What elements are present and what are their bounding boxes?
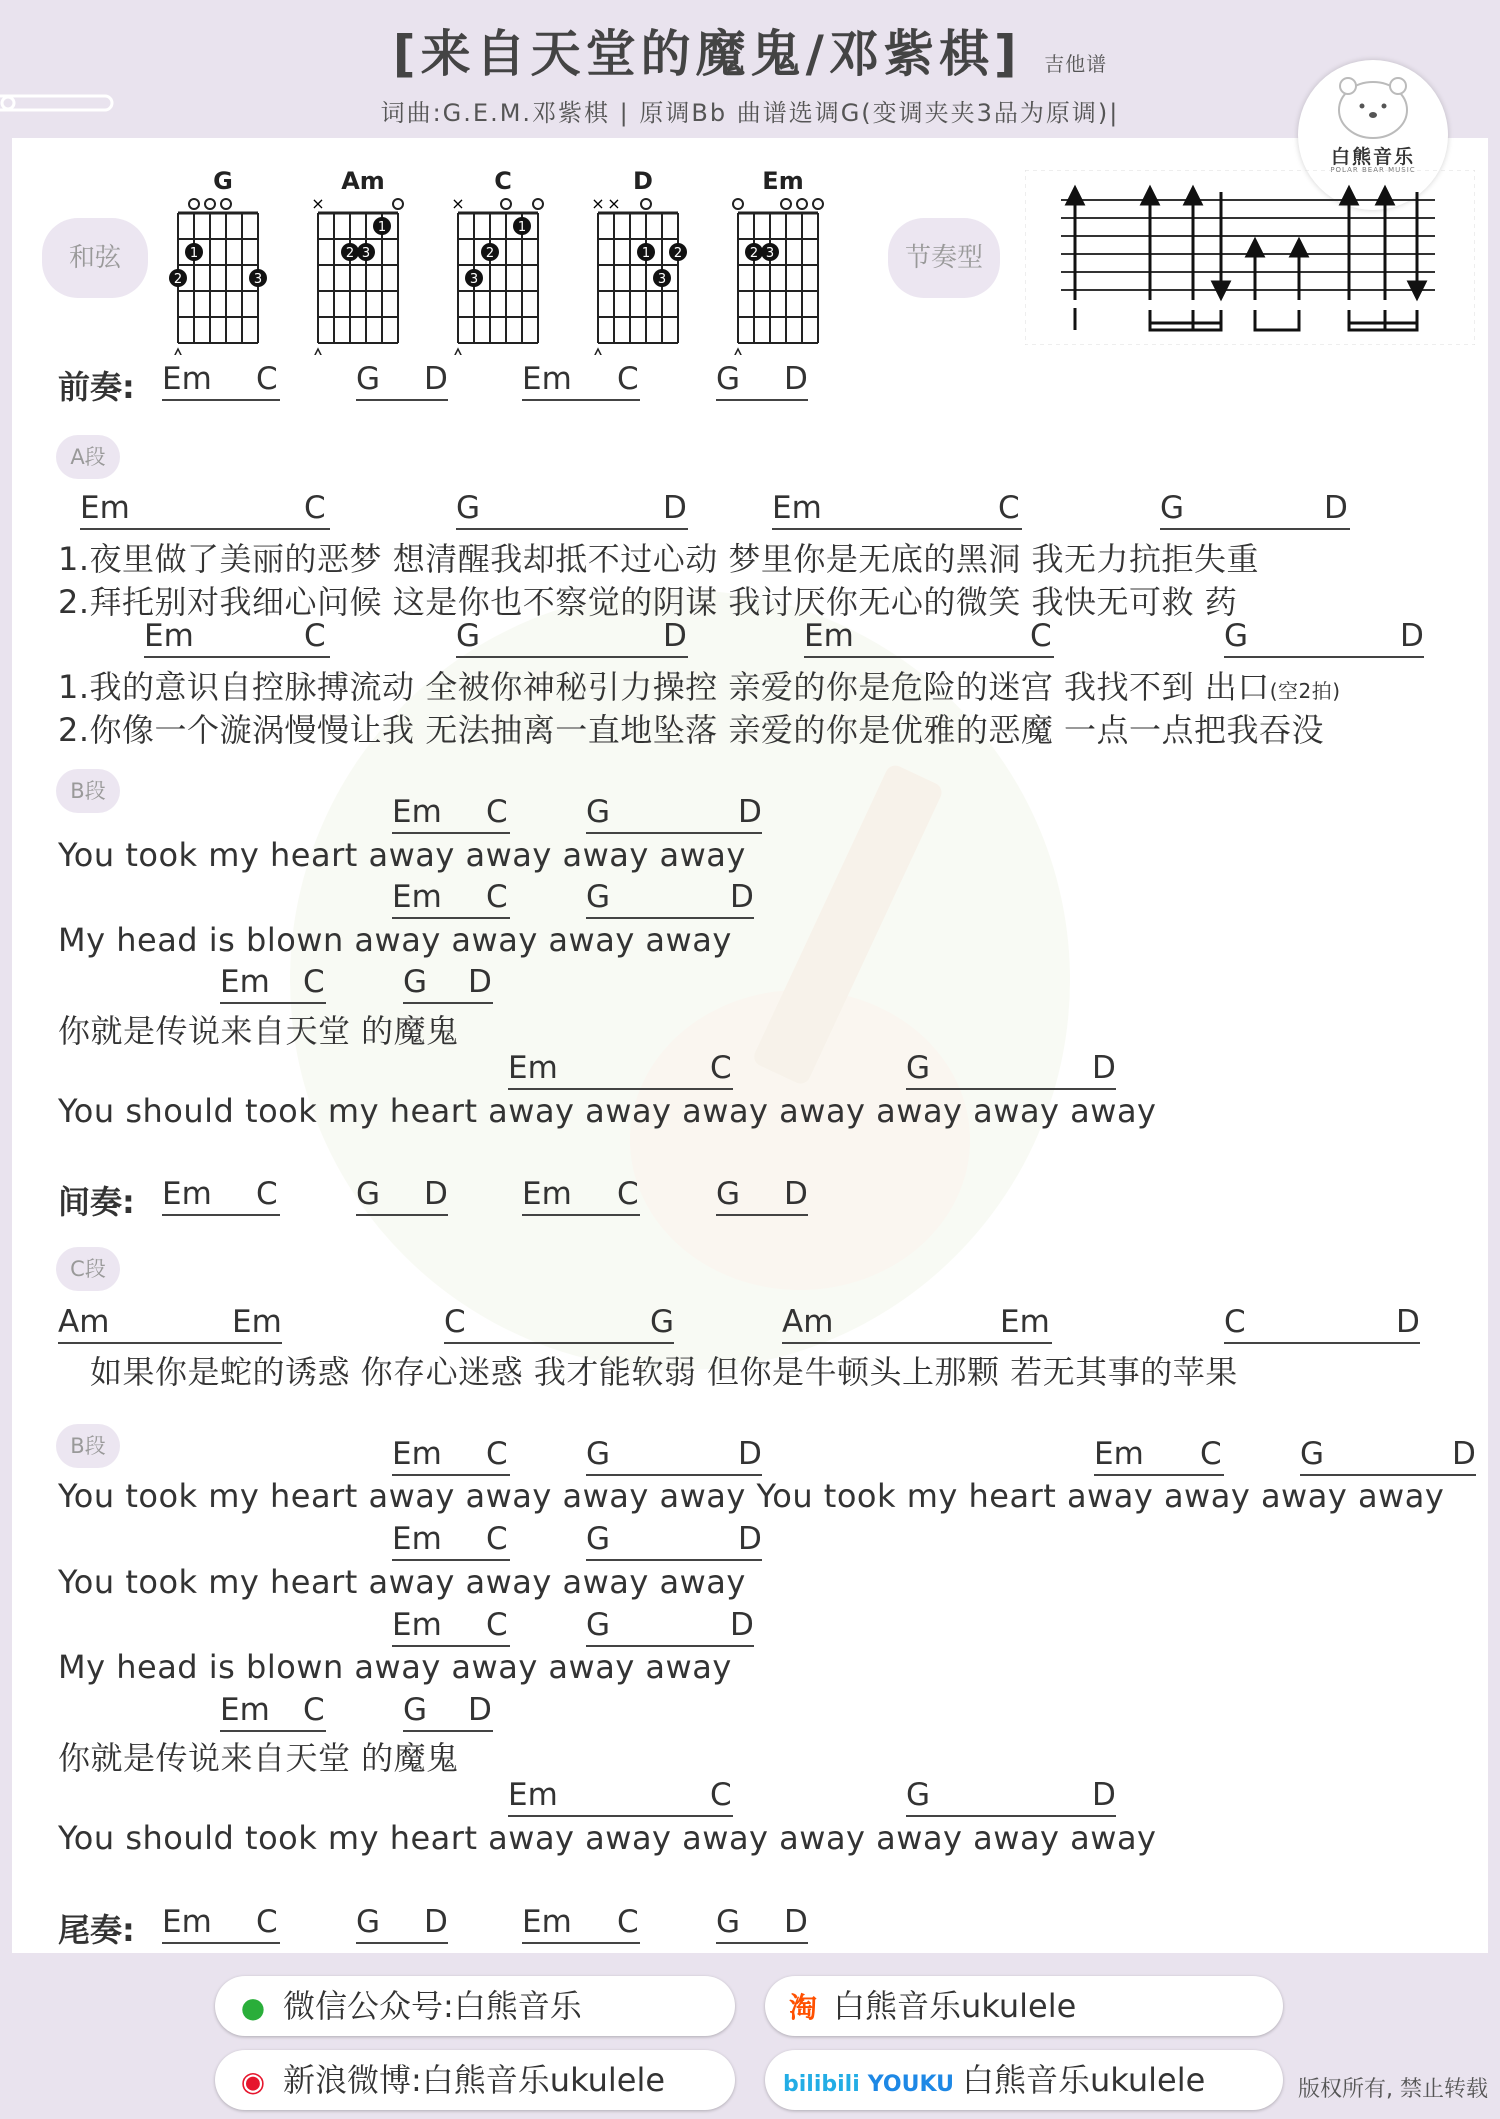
chord-symbol: C [256, 361, 278, 397]
chord-symbol: C [486, 879, 508, 915]
youku-icon: YOUKU [867, 2072, 954, 2097]
chord-diagram [451, 167, 543, 355]
chord-symbol: D [1396, 1304, 1420, 1340]
svg-text:×: × [311, 194, 325, 213]
chord-symbol: D [1400, 618, 1424, 654]
intro-label: 前奏: [58, 368, 135, 406]
chords-label: 和弦 [42, 218, 148, 298]
chord-diagram [733, 167, 823, 355]
lyric-line: You should took my heart away away away away away away away [58, 1092, 1157, 1130]
chord-symbol: G [586, 794, 762, 834]
song-credits: 词曲:G.E.M.邓紫棋 | 原调Bb 曲谱选调G(变调夹夹3品为原调)| [380, 99, 1120, 127]
chord-symbol: Em [162, 1176, 280, 1216]
chord-symbol: D [1092, 1050, 1116, 1086]
chord-symbol: C [486, 794, 508, 830]
chord-symbol: G [586, 1436, 762, 1476]
chord-symbol: G [906, 1050, 1116, 1090]
svg-text:2: 2 [485, 246, 495, 261]
chord-symbol: D [424, 1176, 448, 1212]
chord-symbol: G [356, 1176, 448, 1216]
svg-text:1: 1 [517, 220, 527, 235]
interlude-label: 间奏: [58, 1183, 135, 1221]
chord-symbol: Em [522, 1904, 640, 1944]
svg-text:×: × [607, 194, 621, 213]
chord-symbol: G [716, 361, 808, 401]
svg-text:3: 3 [765, 246, 775, 261]
wechat-icon: ● [240, 1991, 266, 2024]
chord-symbol: G [456, 490, 688, 530]
svg-text:×: × [451, 194, 465, 213]
brand-name: 白熊音乐 [1330, 146, 1415, 168]
chord-name: G [213, 167, 233, 195]
chord-symbol: Em [162, 1904, 280, 1944]
svg-text:2: 2 [749, 246, 759, 261]
taobao-icon: 淘 [788, 1991, 817, 2024]
chord-symbol: D [738, 1436, 762, 1472]
lyric-line: You took my heart away away away away You took my heart away away away away [58, 1477, 1445, 1515]
chord-symbol: C [998, 490, 1020, 526]
chord-diagrams [160, 165, 880, 355]
chord-symbol: D [730, 879, 754, 915]
svg-text:3: 3 [361, 246, 371, 261]
page-title: [来自天堂的魔鬼/邓紫棋] 吉他谱 [392, 25, 1108, 83]
lyric-line: 2.你像一个漩涡慢慢让我 无法抽离一直地坠落 亲爱的你是优雅的恶魔 一点一点把我吞没 [58, 711, 1325, 749]
chord-symbol: C [486, 1521, 508, 1557]
chord-symbol: C [1224, 1304, 1420, 1344]
chord-symbol: Em [392, 1607, 510, 1647]
chord-symbol: G [716, 1904, 808, 1944]
chord-symbol: G [586, 879, 754, 919]
chord-symbol: C [617, 1904, 639, 1940]
lyric-line: My head is blown away away away away [58, 921, 732, 959]
weibo-link[interactable]: ◉ 新浪微博:白熊音乐ukulele [215, 2050, 735, 2110]
chord-symbol: G [356, 1904, 448, 1944]
svg-text:1: 1 [377, 220, 387, 235]
chord-symbol: Em [804, 618, 1054, 658]
chord-symbol: C [486, 1436, 508, 1472]
chord-symbol: Em [220, 964, 326, 1004]
svg-text:3: 3 [253, 272, 263, 287]
rest-note: (空2拍) [1269, 679, 1341, 703]
chord-symbol: C [1030, 618, 1052, 654]
svg-text:2: 2 [173, 272, 183, 287]
chord-symbol: Em [1000, 1304, 1050, 1340]
chord-symbol: G [906, 1777, 1116, 1817]
taobao-link[interactable]: 淘 白熊音乐ukulele [765, 1976, 1283, 2036]
chord-symbol: C [710, 1050, 732, 1086]
chord-name: C [494, 167, 512, 195]
chord-diagram [169, 167, 267, 355]
chord-symbol: C [304, 618, 326, 654]
section-badge-b2: B段 [56, 1424, 120, 1468]
chord-symbol: D [468, 964, 492, 1000]
brand-subtitle: POLAR BEAR MUSIC [1330, 166, 1416, 174]
chord-symbol: G [1224, 618, 1424, 658]
chord-symbol: Am [58, 1304, 282, 1344]
section-badge-c: C段 [56, 1247, 120, 1291]
chord-symbol: D [784, 361, 808, 397]
chord-symbol: D [424, 361, 448, 397]
svg-text:2: 2 [673, 246, 683, 261]
chord-symbol: C [710, 1777, 732, 1813]
svg-text:3: 3 [469, 272, 479, 287]
section-badge-a: A段 [56, 435, 120, 479]
lyric-line: 你就是传说来自天堂 的魔鬼 [58, 1012, 459, 1050]
chord-symbol: D [1452, 1436, 1476, 1472]
chord-symbol: G [586, 1521, 762, 1561]
chord-symbol: G [716, 1176, 808, 1216]
copyright-notice: 版权所有, 禁止转载 [1298, 2077, 1488, 2102]
title-tag: 吉他谱 [1044, 52, 1108, 76]
weibo-icon: ◉ [240, 2065, 266, 2098]
chord-symbol: D [730, 1607, 754, 1643]
lyric-line: 如果你是蛇的诱惑 你存心迷惑 我才能软弱 但你是牛顿头上那颗 若无其事的苹果 [90, 1353, 1238, 1391]
video-link[interactable]: bilibili YOUKU 白熊音乐ukulele [765, 2050, 1283, 2110]
lyric-line: You took my heart away away away away [58, 1563, 746, 1601]
svg-text:1: 1 [189, 246, 199, 261]
chord-symbol: D [468, 1692, 492, 1728]
chord-symbol: Em [508, 1777, 733, 1817]
chord-symbol: G [403, 1692, 493, 1732]
chord-symbol: C [303, 1692, 325, 1728]
chord-diagram [591, 167, 687, 355]
bilibili-icon: bilibili [783, 2072, 860, 2097]
polar-bear-icon [1298, 60, 1448, 140]
chord-symbol: Em [392, 794, 510, 834]
chord-symbol: D [663, 490, 687, 526]
chord-symbol: Em [80, 490, 330, 530]
chord-symbol: C [256, 1176, 278, 1212]
chord-symbol: G [403, 964, 493, 1004]
lyric-line: 2.拜托别对我细心问候 这是你也不察觉的阴谋 我讨厌你无心的微笑 我快无可救 药 [58, 583, 1238, 621]
chord-symbol: G [356, 361, 448, 401]
chord-symbol: C [617, 361, 639, 397]
chord-symbol: D [663, 618, 687, 654]
chord-symbol: Em [522, 1176, 640, 1216]
lyric-line: My head is blown away away away away [58, 1648, 732, 1686]
chord-symbol: Em [1094, 1436, 1224, 1476]
chord-symbol: Em [162, 361, 280, 401]
outro-label: 尾奏: [58, 1911, 135, 1949]
chord-symbol: D [1092, 1777, 1116, 1813]
section-badge-b: B段 [56, 769, 120, 813]
chord-symbol: Em [220, 1692, 326, 1732]
chord-symbol: Em [392, 879, 510, 919]
chord-symbol: C [617, 1176, 639, 1212]
chord-symbol: C [256, 1904, 278, 1940]
chord-symbol: Em [772, 490, 1022, 530]
chord-symbol: C [1200, 1436, 1222, 1472]
chord-name: Em [762, 167, 804, 195]
chord-symbol: C [304, 490, 326, 526]
svg-text:2: 2 [345, 246, 355, 261]
rhythm-label: 节奏型 [888, 218, 1000, 298]
chord-symbol: Em [144, 618, 330, 658]
chord-diagram [311, 167, 403, 355]
lyric-line: 1.夜里做了美丽的恶梦 想清醒我却抵不过心动 梦里你是无底的黑洞 我无力抗拒失重 [58, 540, 1260, 578]
chord-symbol: G [1160, 490, 1350, 530]
wechat-link[interactable]: ● 微信公众号:白熊音乐 [215, 1976, 735, 2036]
lyric-line: 1.我的意识自控脉搏流动 全被你神秘引力操控 亲爱的你是危险的迷宫 我找不到 出口(空2拍) [58, 668, 1341, 706]
chord-symbol: D [1324, 490, 1348, 526]
rhythm-pattern-diagram [1025, 170, 1475, 345]
svg-text:×: × [591, 194, 605, 213]
chord-symbol: G [1300, 1436, 1476, 1476]
chord-symbol: D [738, 794, 762, 830]
chord-symbol: G [650, 1304, 675, 1340]
lyric-line: 你就是传说来自天堂 的魔鬼 [58, 1739, 459, 1777]
chord-symbol: C [303, 964, 325, 1000]
chord-symbol: Em [392, 1521, 510, 1561]
chord-symbol: C [444, 1304, 674, 1344]
chord-symbol: D [784, 1176, 808, 1212]
chord-name: Am [341, 167, 385, 195]
chord-symbol: Em [392, 1436, 510, 1476]
chord-name: D [633, 167, 653, 195]
chord-symbol: G [586, 1607, 754, 1647]
chord-symbol: D [424, 1904, 448, 1940]
chord-symbol: G [456, 618, 688, 658]
chord-symbol: D [738, 1521, 762, 1557]
lyric-line: You should took my heart away away away away away away away [58, 1819, 1157, 1857]
chord-symbol: Am [782, 1304, 1052, 1344]
lyric-line: You took my heart away away away away [58, 836, 746, 874]
svg-text:3: 3 [657, 272, 667, 287]
chord-symbol: Em [508, 1050, 733, 1090]
svg-text:1: 1 [641, 246, 651, 261]
chord-symbol: D [784, 1904, 808, 1940]
chord-symbol: C [486, 1607, 508, 1643]
chord-symbol: Em [522, 361, 640, 401]
chord-symbol: Em [232, 1304, 282, 1340]
